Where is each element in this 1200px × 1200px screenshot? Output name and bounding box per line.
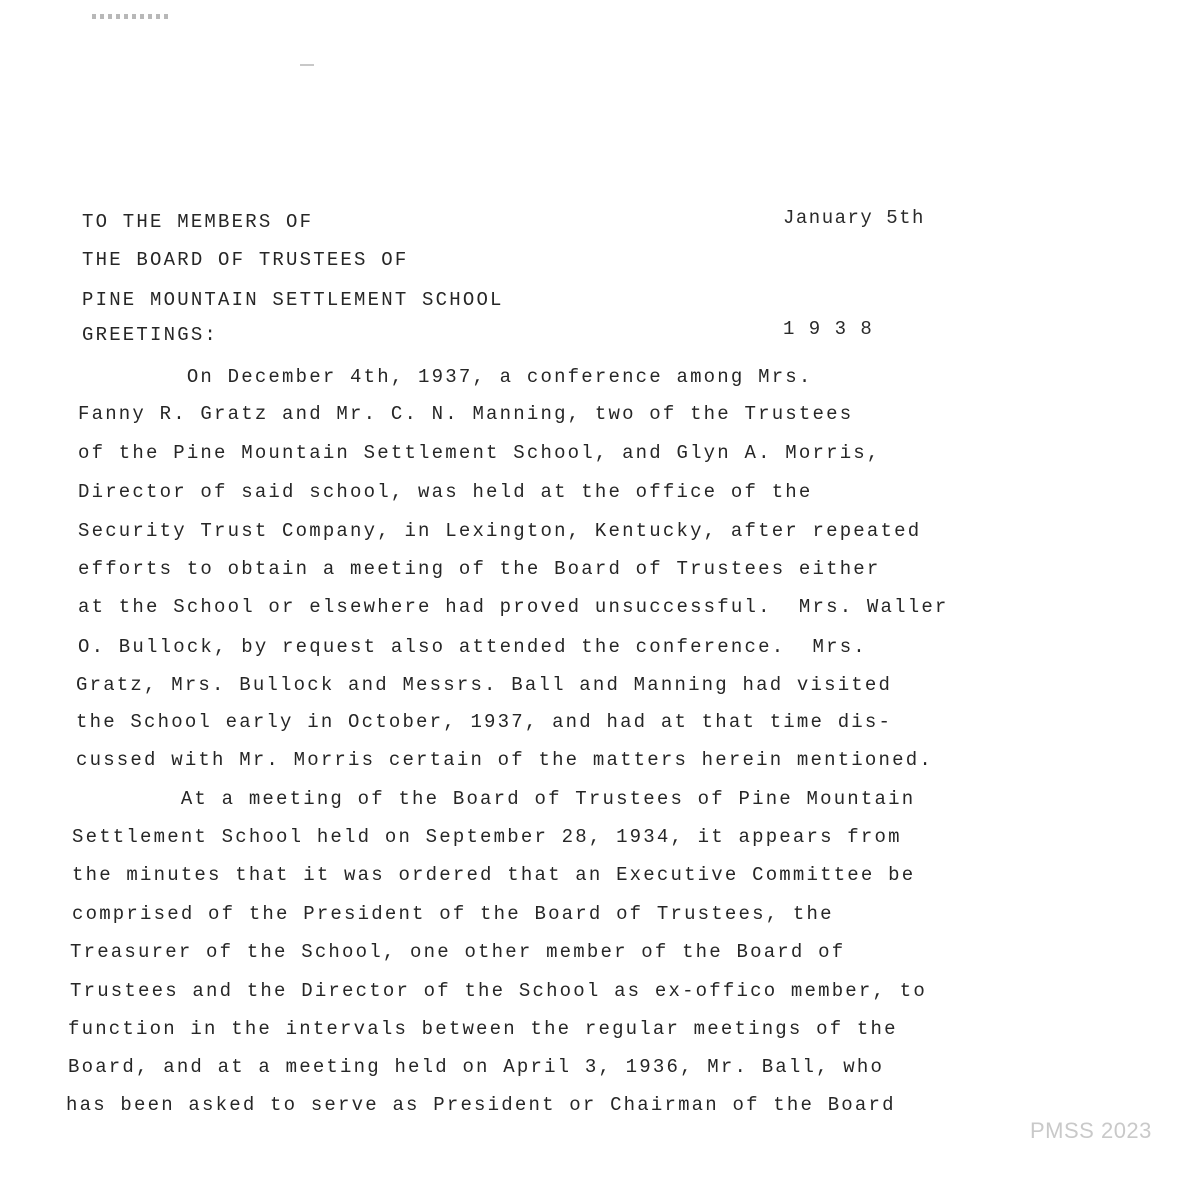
salutation: GREETINGS: bbox=[82, 324, 219, 346]
body-line: Treasurer of the School, one other member of the Board of bbox=[70, 941, 846, 963]
body-line: At a meeting of the Board of Trustees of Pine Mountain bbox=[72, 788, 916, 810]
body-line: O. Bullock, by request also attended the conference. Mrs. bbox=[78, 636, 867, 658]
body-line: Fanny R. Gratz and Mr. C. N. Manning, two of the Trustees bbox=[78, 403, 854, 425]
body-line: cussed with Mr. Morris certain of the matters herein mentioned. bbox=[76, 749, 933, 771]
body-line: comprised of the President of the Board of Trustees, the bbox=[72, 903, 834, 925]
scan-mark-small bbox=[300, 64, 314, 66]
address-line: PINE MOUNTAIN SETTLEMENT SCHOOL bbox=[82, 289, 504, 311]
body-line: at the School or elsewhere had proved unsuccessful. Mrs. Waller bbox=[78, 596, 949, 618]
body-line: Gratz, Mrs. Bullock and Messrs. Ball and Manning had visited bbox=[76, 674, 893, 696]
address-line: THE BOARD OF TRUSTEES OF bbox=[82, 249, 409, 271]
body-line: Settlement School held on September 28, 1934, it appears from bbox=[72, 826, 902, 848]
date-year: 1 9 3 8 bbox=[783, 318, 874, 340]
body-line: Trustees and the Director of the School as ex-offico member, to bbox=[70, 980, 927, 1002]
body-line: On December 4th, 1937, a conference among Mrs. bbox=[78, 366, 813, 388]
body-line: the School early in October, 1937, and had at that time dis- bbox=[76, 711, 893, 733]
body-line: Director of said school, was held at the office of the bbox=[78, 481, 813, 503]
scan-mark bbox=[92, 14, 168, 19]
body-line: Security Trust Company, in Lexington, Kentucky, after repeated bbox=[78, 520, 922, 542]
body-line: has been asked to serve as President or Chairman of the Board bbox=[66, 1094, 896, 1116]
watermark: PMSS 2023 bbox=[1030, 1118, 1152, 1143]
body-line: of the Pine Mountain Settlement School, and Glyn A. Morris, bbox=[78, 442, 881, 464]
body-line: the minutes that it was ordered that an Executive Committee be bbox=[72, 864, 916, 886]
date-month-day: January 5th bbox=[783, 207, 925, 229]
address-line: TO THE MEMBERS OF bbox=[82, 211, 314, 233]
body-line: function in the intervals between the regular meetings of the bbox=[68, 1018, 898, 1040]
body-line: Board, and at a meeting held on April 3, 1936, Mr. Ball, who bbox=[68, 1056, 885, 1078]
body-line: efforts to obtain a meeting of the Board of Trustees either bbox=[78, 558, 881, 580]
